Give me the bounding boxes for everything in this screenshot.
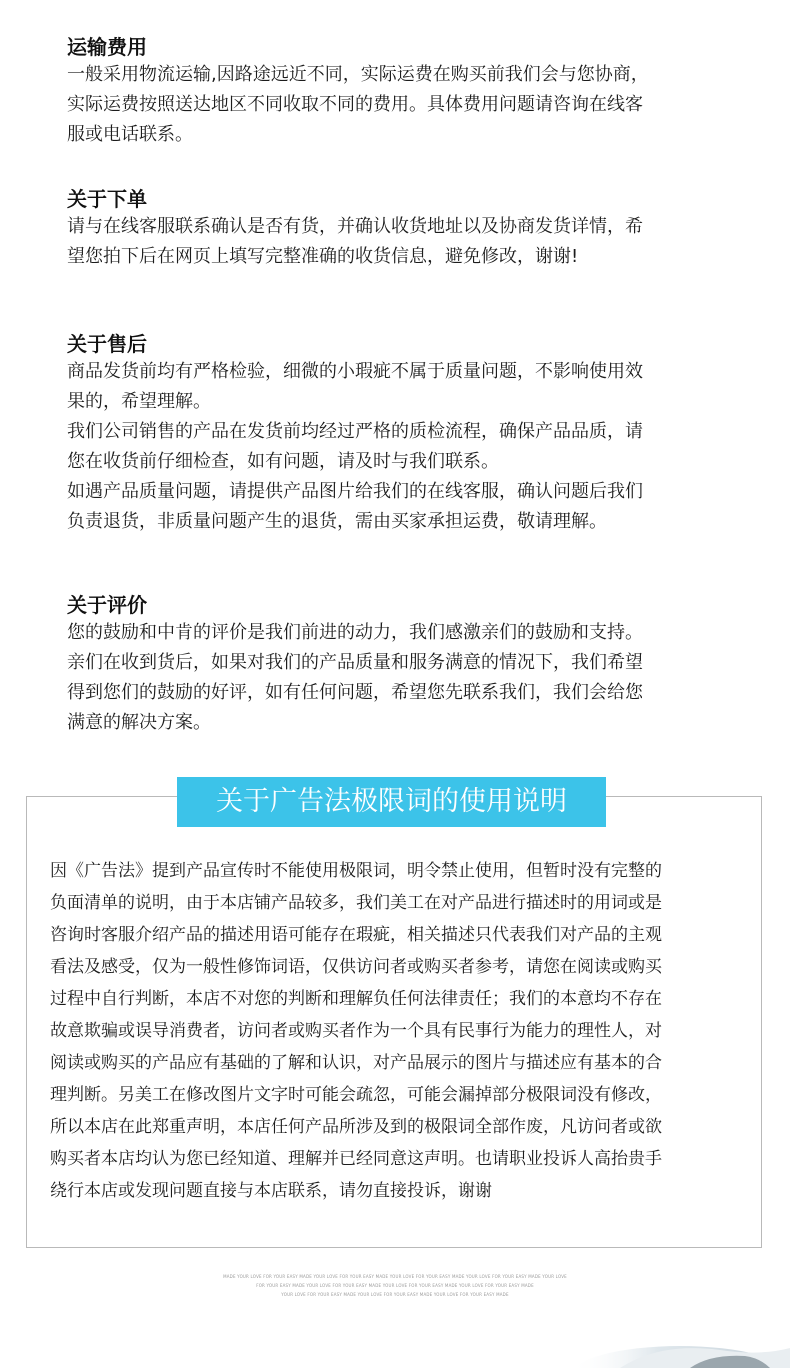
review-heading: 关于评价 <box>67 593 147 617</box>
footer-line: YOUR LOVE FOR YOUR EASY MADE YOUR LOVE FOR YOUR EASY MADE YOUR LOVE FOR YOUR EASY MADE <box>281 1292 509 1297</box>
photo-fragment-graphic <box>560 1328 790 1368</box>
aftersale-line: 商品发货前均有严格检验，细微的小瑕疵不属于质量问题，不影响使用效 <box>67 361 643 382</box>
notice-line: 故意欺骗或误导消费者，访问者或购买者作为一个具有民事行为能力的理性人，对 <box>50 1021 662 1041</box>
footer-line: MADE YOUR LOVE FOR YOUR EASY MADE YOUR LOVE FOR YOUR EASY MADE YOUR LOVE FOR YOUR EASY MADE YOUR LOVE FOR YOUR EASY MADE YOUR LOVE <box>223 1274 567 1279</box>
notice-line: 过程中自行判断，本店不对您的判断和理解负任何法律责任；我们的本意均不存在 <box>50 989 662 1009</box>
notice-line: 负面清单的说明，由于本店铺产品较多，我们美工在对产品进行描述时的用词或是 <box>50 893 662 913</box>
notice-body <box>50 855 750 1207</box>
notice-title-banner: 关于广告法极限词的使用说明 <box>177 777 606 827</box>
notice-line: 因《广告法》提到产品宣传时不能使用极限词，明令禁止使用，但暂时没有完整的 <box>50 861 662 881</box>
aftersale-section <box>67 331 727 537</box>
shipping-line: 实际运费按照送达地区不同收取不同的费用。具体费用问题请咨询在线客 <box>67 94 643 115</box>
aftersale-line: 负责退货，非质量问题产生的退货，需由买家承担运费，敬请理解。 <box>67 511 607 532</box>
product-photo-fragment <box>560 1328 790 1368</box>
notice-line: 绕行本店或发现问题直接与本店联系，请勿直接投诉，谢谢 <box>50 1181 492 1201</box>
notice-line: 阅读或购买的产品应有基础的了解和认识，对产品展示的图片与描述应有基本的合 <box>50 1053 662 1073</box>
aftersale-line: 我们公司销售的产品在发货前均经过严格的质检流程，确保产品品质，请 <box>67 421 643 442</box>
order-line: 请与在线客服联系确认是否有货，并确认收货地址以及协商发货详情，希 <box>67 216 643 237</box>
aftersale-line: 您在收货前仔细检查，如有问题，请及时与我们联系。 <box>67 451 499 472</box>
order-section <box>67 186 727 272</box>
decorative-footer-text <box>150 1272 640 1299</box>
review-section <box>67 592 727 738</box>
order-heading: 关于下单 <box>67 187 147 211</box>
order-line: 望您拍下后在网页上填写完整准确的收货信息，避免修改，谢谢! <box>67 246 579 267</box>
aftersale-heading: 关于售后 <box>67 332 147 356</box>
shipping-line: 一般采用物流运输,因路途远近不同，实际运费在购买前我们会与您协商， <box>67 64 649 85</box>
shipping-line: 服或电话联系。 <box>67 124 193 145</box>
review-line: 亲们在收到货后，如果对我们的产品质量和服务满意的情况下，我们希望 <box>67 652 643 673</box>
review-line: 您的鼓励和中肯的评价是我们前进的动力，我们感激亲们的鼓励和支持。 <box>67 622 643 643</box>
shipping-section <box>67 34 727 150</box>
aftersale-line: 果的，希望理解。 <box>67 391 211 412</box>
aftersale-line: 如遇产品质量问题，请提供产品图片给我们的在线客服，确认问题后我们 <box>67 481 643 502</box>
review-line: 满意的解决方案。 <box>67 712 211 733</box>
notice-line: 咨询时客服介绍产品的描述用语可能存在瑕疵，相关描述只代表我们对产品的主观 <box>50 925 662 945</box>
shipping-heading: 运输费用 <box>67 35 147 59</box>
review-line: 得到您们的鼓励的好评，如有任何问题，希望您先联系我们，我们会给您 <box>67 682 643 703</box>
notice-line: 所以本店在此郑重声明，本店任何产品所涉及到的极限词全部作废，凡访问者或欲 <box>50 1117 662 1137</box>
notice-line: 看法及感受，仅为一般性修饰词语，仅供访问者或购买者参考，请您在阅读或购买 <box>50 957 662 977</box>
notice-line: 购买者本店均认为您已经知道、理解并已经同意这声明。也请职业投诉人高抬贵手 <box>50 1149 662 1169</box>
notice-line: 理判断。另美工在修改图片文字时可能会疏忽，可能会漏掉部分极限词没有修改， <box>50 1085 662 1105</box>
footer-line: FOR YOUR EASY MADE YOUR LOVE FOR YOUR EASY MADE YOUR LOVE FOR YOUR EASY MADE YOUR LOVE FOR YOUR EASY MADE <box>256 1283 534 1288</box>
